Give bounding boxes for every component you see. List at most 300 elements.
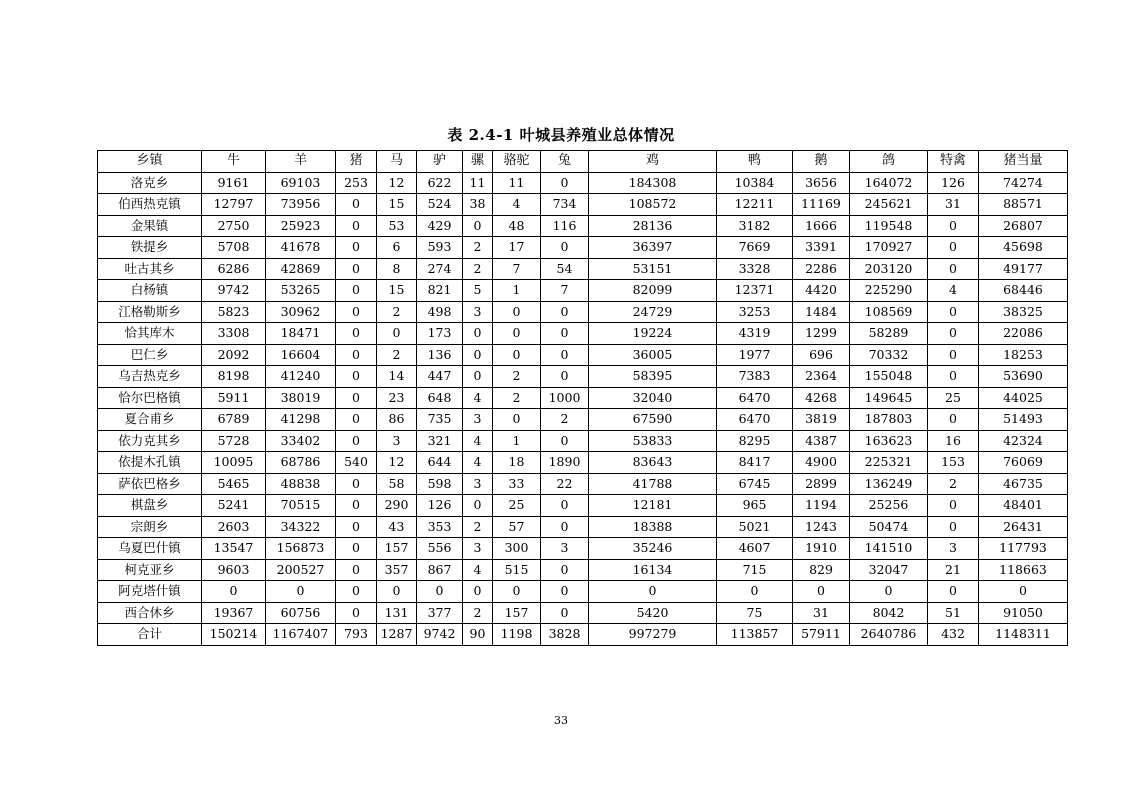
township-cell: 依力克其乡	[98, 430, 202, 452]
value-cell: 432	[928, 624, 979, 646]
column-header: 鹅	[793, 151, 850, 173]
value-cell: 0	[541, 344, 589, 366]
value-cell: 1287	[377, 624, 417, 646]
value-cell: 1148311	[979, 624, 1068, 646]
value-cell: 3656	[793, 172, 850, 194]
value-cell: 0	[336, 323, 377, 345]
value-cell: 593	[417, 237, 463, 259]
value-cell: 0	[463, 366, 493, 388]
value-cell: 48401	[979, 495, 1068, 517]
value-cell: 0	[336, 430, 377, 452]
table-row	[98, 495, 1068, 517]
value-cell: 12	[377, 452, 417, 474]
value-cell: 57911	[793, 624, 850, 646]
value-cell: 4268	[793, 387, 850, 409]
total-row	[98, 624, 1068, 646]
value-cell: 9603	[202, 559, 266, 581]
value-cell: 17	[493, 237, 541, 259]
column-header: 鸡	[589, 151, 717, 173]
township-cell: 吐古其乡	[98, 258, 202, 280]
value-cell: 23	[377, 387, 417, 409]
value-cell: 69103	[266, 172, 336, 194]
value-cell: 14	[377, 366, 417, 388]
value-cell: 0	[336, 258, 377, 280]
value-cell: 0	[377, 581, 417, 603]
value-cell: 21	[928, 559, 979, 581]
value-cell: 58	[377, 473, 417, 495]
value-cell: 19367	[202, 602, 266, 624]
value-cell: 38019	[266, 387, 336, 409]
value-cell: 117793	[979, 538, 1068, 560]
value-cell: 644	[417, 452, 463, 474]
value-cell: 4	[463, 559, 493, 581]
value-cell: 16	[928, 430, 979, 452]
value-cell: 515	[493, 559, 541, 581]
column-header: 兔	[541, 151, 589, 173]
value-cell: 0	[336, 473, 377, 495]
value-cell: 3	[463, 538, 493, 560]
value-cell: 0	[463, 495, 493, 517]
value-cell: 8198	[202, 366, 266, 388]
value-cell: 8417	[717, 452, 793, 474]
township-cell: 夏合甫乡	[98, 409, 202, 431]
table-row	[98, 516, 1068, 538]
value-cell: 43	[377, 516, 417, 538]
value-cell: 1484	[793, 301, 850, 323]
value-cell: 2286	[793, 258, 850, 280]
value-cell: 131	[377, 602, 417, 624]
value-cell: 696	[793, 344, 850, 366]
value-cell: 2640786	[850, 624, 928, 646]
value-cell: 447	[417, 366, 463, 388]
value-cell: 156873	[266, 538, 336, 560]
value-cell: 25	[928, 387, 979, 409]
value-cell: 51493	[979, 409, 1068, 431]
value-cell: 7	[493, 258, 541, 280]
value-cell: 150214	[202, 624, 266, 646]
value-cell: 225290	[850, 280, 928, 302]
value-cell: 119548	[850, 215, 928, 237]
value-cell: 34322	[266, 516, 336, 538]
value-cell: 829	[793, 559, 850, 581]
value-cell: 26807	[979, 215, 1068, 237]
township-cell: 合计	[98, 624, 202, 646]
value-cell: 0	[336, 559, 377, 581]
value-cell: 1890	[541, 452, 589, 474]
value-cell: 54	[541, 258, 589, 280]
value-cell: 8295	[717, 430, 793, 452]
township-cell: 柯克亚乡	[98, 559, 202, 581]
value-cell: 10095	[202, 452, 266, 474]
value-cell: 70515	[266, 495, 336, 517]
value-cell: 0	[928, 215, 979, 237]
value-cell: 33	[493, 473, 541, 495]
value-cell: 2603	[202, 516, 266, 538]
value-cell: 164072	[850, 172, 928, 194]
value-cell: 12181	[589, 495, 717, 517]
value-cell: 793	[336, 624, 377, 646]
value-cell: 184308	[589, 172, 717, 194]
value-cell: 70332	[850, 344, 928, 366]
column-header: 马	[377, 151, 417, 173]
value-cell: 4607	[717, 538, 793, 560]
table-row	[98, 237, 1068, 259]
column-header: 羊	[266, 151, 336, 173]
value-cell: 524	[417, 194, 463, 216]
value-cell: 6745	[717, 473, 793, 495]
column-header: 特禽	[928, 151, 979, 173]
value-cell: 53	[377, 215, 417, 237]
value-cell: 3328	[717, 258, 793, 280]
value-cell: 53265	[266, 280, 336, 302]
value-cell: 0	[493, 301, 541, 323]
value-cell: 25	[493, 495, 541, 517]
value-cell: 157	[493, 602, 541, 624]
value-cell: 6470	[717, 409, 793, 431]
table-row	[98, 581, 1068, 603]
value-cell: 82099	[589, 280, 717, 302]
table-row	[98, 258, 1068, 280]
value-cell: 3	[463, 409, 493, 431]
value-cell: 715	[717, 559, 793, 581]
value-cell: 5823	[202, 301, 266, 323]
value-cell: 997279	[589, 624, 717, 646]
value-cell: 49177	[979, 258, 1068, 280]
value-cell: 0	[493, 323, 541, 345]
value-cell: 2	[463, 258, 493, 280]
value-cell: 12	[377, 172, 417, 194]
table-row	[98, 452, 1068, 474]
value-cell: 3182	[717, 215, 793, 237]
value-cell: 0	[928, 237, 979, 259]
value-cell: 965	[717, 495, 793, 517]
value-cell: 1666	[793, 215, 850, 237]
value-cell: 22	[541, 473, 589, 495]
value-cell: 0	[979, 581, 1068, 603]
value-cell: 9742	[417, 624, 463, 646]
value-cell: 31	[928, 194, 979, 216]
value-cell: 118663	[979, 559, 1068, 581]
column-header: 猪当量	[979, 151, 1068, 173]
column-header: 驴	[417, 151, 463, 173]
value-cell: 5241	[202, 495, 266, 517]
value-cell: 44025	[979, 387, 1068, 409]
value-cell: 113857	[717, 624, 793, 646]
value-cell: 36005	[589, 344, 717, 366]
value-cell: 57	[493, 516, 541, 538]
value-cell: 5708	[202, 237, 266, 259]
value-cell: 32047	[850, 559, 928, 581]
table-row	[98, 473, 1068, 495]
value-cell: 0	[463, 323, 493, 345]
value-cell: 1	[493, 280, 541, 302]
value-cell: 1198	[493, 624, 541, 646]
value-cell: 429	[417, 215, 463, 237]
value-cell: 2364	[793, 366, 850, 388]
value-cell: 200527	[266, 559, 336, 581]
value-cell: 48838	[266, 473, 336, 495]
value-cell: 41240	[266, 366, 336, 388]
value-cell: 0	[541, 602, 589, 624]
value-cell: 0	[336, 280, 377, 302]
value-cell: 12371	[717, 280, 793, 302]
value-cell: 253	[336, 172, 377, 194]
value-cell: 42324	[979, 430, 1068, 452]
value-cell: 10384	[717, 172, 793, 194]
value-cell: 6789	[202, 409, 266, 431]
value-cell: 136	[417, 344, 463, 366]
value-cell: 0	[928, 409, 979, 431]
value-cell: 38325	[979, 301, 1068, 323]
value-cell: 225321	[850, 452, 928, 474]
value-cell: 88571	[979, 194, 1068, 216]
value-cell: 60756	[266, 602, 336, 624]
value-cell: 6470	[717, 387, 793, 409]
value-cell: 321	[417, 430, 463, 452]
table-row	[98, 172, 1068, 194]
value-cell: 35246	[589, 538, 717, 560]
value-cell: 498	[417, 301, 463, 323]
value-cell: 74274	[979, 172, 1068, 194]
value-cell: 67590	[589, 409, 717, 431]
value-cell: 2750	[202, 215, 266, 237]
value-cell: 0	[541, 495, 589, 517]
value-cell: 598	[417, 473, 463, 495]
column-header: 鸽	[850, 151, 928, 173]
value-cell: 0	[202, 581, 266, 603]
value-cell: 2	[377, 301, 417, 323]
value-cell: 0	[463, 215, 493, 237]
value-cell: 53833	[589, 430, 717, 452]
value-cell: 0	[589, 581, 717, 603]
township-cell: 洛克乡	[98, 172, 202, 194]
value-cell: 0	[928, 366, 979, 388]
value-cell: 7	[541, 280, 589, 302]
table-row	[98, 602, 1068, 624]
value-cell: 157	[377, 538, 417, 560]
value-cell: 3	[928, 538, 979, 560]
value-cell: 58395	[589, 366, 717, 388]
value-cell: 2	[493, 366, 541, 388]
township-cell: 铁提乡	[98, 237, 202, 259]
value-cell: 3	[541, 538, 589, 560]
value-cell: 51	[928, 602, 979, 624]
township-cell: 乌吉热克乡	[98, 366, 202, 388]
value-cell: 53151	[589, 258, 717, 280]
value-cell: 73956	[266, 194, 336, 216]
value-cell: 3391	[793, 237, 850, 259]
value-cell: 2	[377, 344, 417, 366]
value-cell: 45698	[979, 237, 1068, 259]
value-cell: 3819	[793, 409, 850, 431]
table-row	[98, 194, 1068, 216]
value-cell: 0	[493, 409, 541, 431]
value-cell: 0	[928, 323, 979, 345]
value-cell: 0	[541, 559, 589, 581]
value-cell: 0	[336, 237, 377, 259]
value-cell: 41678	[266, 237, 336, 259]
value-cell: 22086	[979, 323, 1068, 345]
value-cell: 0	[493, 344, 541, 366]
value-cell: 50474	[850, 516, 928, 538]
livestock-table	[97, 150, 1068, 646]
value-cell: 48	[493, 215, 541, 237]
value-cell: 2	[541, 409, 589, 431]
table-row	[98, 387, 1068, 409]
value-cell: 5021	[717, 516, 793, 538]
value-cell: 4387	[793, 430, 850, 452]
value-cell: 18388	[589, 516, 717, 538]
value-cell: 24729	[589, 301, 717, 323]
value-cell: 8	[377, 258, 417, 280]
value-cell: 5728	[202, 430, 266, 452]
value-cell: 153	[928, 452, 979, 474]
value-cell: 3253	[717, 301, 793, 323]
value-cell: 4	[463, 387, 493, 409]
value-cell: 540	[336, 452, 377, 474]
value-cell: 11	[463, 172, 493, 194]
value-cell: 18253	[979, 344, 1068, 366]
table-row	[98, 323, 1068, 345]
value-cell: 0	[336, 538, 377, 560]
value-cell: 1167407	[266, 624, 336, 646]
value-cell: 867	[417, 559, 463, 581]
value-cell: 3828	[541, 624, 589, 646]
value-cell: 0	[336, 194, 377, 216]
value-cell: 2	[493, 387, 541, 409]
value-cell: 12797	[202, 194, 266, 216]
value-cell: 377	[417, 602, 463, 624]
value-cell: 203120	[850, 258, 928, 280]
value-cell: 0	[541, 581, 589, 603]
table-row	[98, 344, 1068, 366]
value-cell: 136249	[850, 473, 928, 495]
value-cell: 0	[717, 581, 793, 603]
value-cell: 734	[541, 194, 589, 216]
value-cell: 2	[463, 602, 493, 624]
value-cell: 13547	[202, 538, 266, 560]
value-cell: 32040	[589, 387, 717, 409]
value-cell: 187803	[850, 409, 928, 431]
value-cell: 31	[793, 602, 850, 624]
value-cell: 58289	[850, 323, 928, 345]
value-cell: 0	[417, 581, 463, 603]
column-header: 鸭	[717, 151, 793, 173]
value-cell: 141510	[850, 538, 928, 560]
value-cell: 0	[541, 516, 589, 538]
value-cell: 173	[417, 323, 463, 345]
value-cell: 0	[928, 516, 979, 538]
value-cell: 155048	[850, 366, 928, 388]
value-cell: 0	[928, 258, 979, 280]
value-cell: 3	[377, 430, 417, 452]
value-cell: 163623	[850, 430, 928, 452]
value-cell: 5420	[589, 602, 717, 624]
value-cell: 353	[417, 516, 463, 538]
value-cell: 108569	[850, 301, 928, 323]
value-cell: 7669	[717, 237, 793, 259]
value-cell: 4319	[717, 323, 793, 345]
value-cell: 42869	[266, 258, 336, 280]
value-cell: 2	[928, 473, 979, 495]
value-cell: 46735	[979, 473, 1068, 495]
value-cell: 0	[541, 301, 589, 323]
value-cell: 0	[463, 581, 493, 603]
value-cell: 41788	[589, 473, 717, 495]
value-cell: 3	[463, 301, 493, 323]
value-cell: 274	[417, 258, 463, 280]
value-cell: 4	[463, 430, 493, 452]
value-cell: 30962	[266, 301, 336, 323]
value-cell: 0	[793, 581, 850, 603]
table-row	[98, 559, 1068, 581]
value-cell: 0	[336, 581, 377, 603]
township-cell: 宗朗乡	[98, 516, 202, 538]
value-cell: 0	[541, 430, 589, 452]
value-cell: 0	[850, 581, 928, 603]
value-cell: 1299	[793, 323, 850, 345]
value-cell: 1977	[717, 344, 793, 366]
value-cell: 6286	[202, 258, 266, 280]
value-cell: 0	[928, 581, 979, 603]
value-cell: 0	[336, 301, 377, 323]
value-cell: 0	[336, 495, 377, 517]
value-cell: 821	[417, 280, 463, 302]
value-cell: 0	[493, 581, 541, 603]
value-cell: 5911	[202, 387, 266, 409]
value-cell: 0	[336, 516, 377, 538]
value-cell: 126	[417, 495, 463, 517]
value-cell: 0	[541, 323, 589, 345]
value-cell: 4	[928, 280, 979, 302]
value-cell: 83643	[589, 452, 717, 474]
value-cell: 300	[493, 538, 541, 560]
value-cell: 0	[541, 366, 589, 388]
value-cell: 36397	[589, 237, 717, 259]
value-cell: 2092	[202, 344, 266, 366]
value-cell: 25256	[850, 495, 928, 517]
township-cell: 伯西热克镇	[98, 194, 202, 216]
value-cell: 648	[417, 387, 463, 409]
value-cell: 3308	[202, 323, 266, 345]
value-cell: 53690	[979, 366, 1068, 388]
township-cell: 江格勒斯乡	[98, 301, 202, 323]
value-cell: 0	[336, 366, 377, 388]
value-cell: 149645	[850, 387, 928, 409]
value-cell: 25923	[266, 215, 336, 237]
township-cell: 萨依巴格乡	[98, 473, 202, 495]
value-cell: 15	[377, 280, 417, 302]
value-cell: 33402	[266, 430, 336, 452]
value-cell: 556	[417, 538, 463, 560]
value-cell: 0	[336, 215, 377, 237]
value-cell: 8042	[850, 602, 928, 624]
table-row	[98, 280, 1068, 302]
value-cell: 4420	[793, 280, 850, 302]
value-cell: 68446	[979, 280, 1068, 302]
value-cell: 86	[377, 409, 417, 431]
value-cell: 2	[463, 237, 493, 259]
column-header: 骡	[463, 151, 493, 173]
value-cell: 0	[266, 581, 336, 603]
value-cell: 0	[336, 602, 377, 624]
column-header: 骆驼	[493, 151, 541, 173]
table-title: 表 2.4-1 叶城县养殖业总体情况	[447, 126, 675, 144]
table-row	[98, 538, 1068, 560]
township-cell: 阿克塔什镇	[98, 581, 202, 603]
value-cell: 18	[493, 452, 541, 474]
value-cell: 6	[377, 237, 417, 259]
